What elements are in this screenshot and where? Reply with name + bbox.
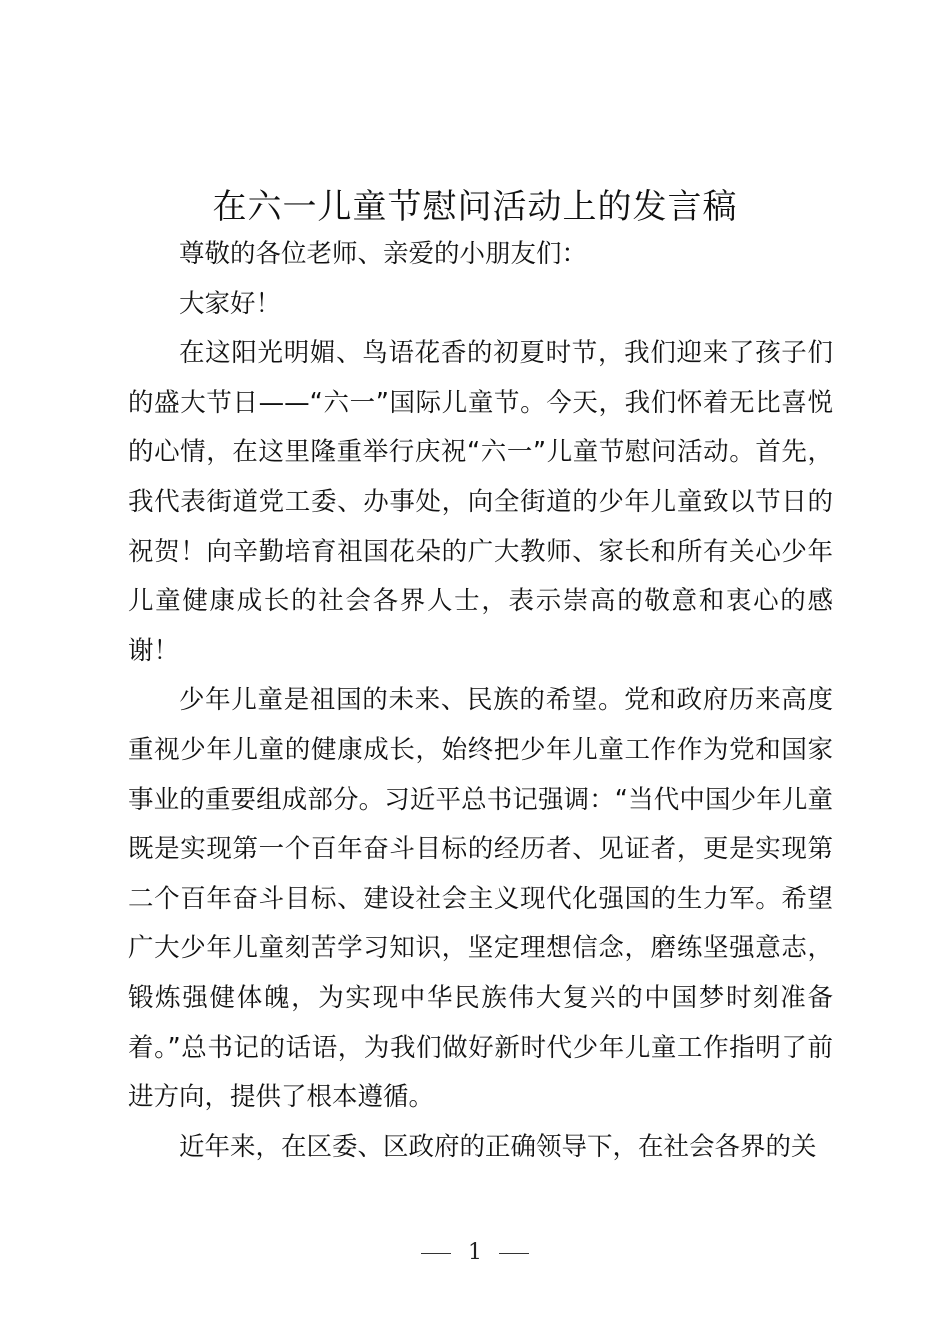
page-number: 1 (468, 1240, 482, 1265)
footer-dash-right (499, 1253, 529, 1254)
page-footer (0, 1238, 950, 1268)
salutation: 尊敬的各位老师、亲爱的小朋友们： (179, 239, 588, 269)
document-title: 在六一儿童节慰问活动上的发言稿 (212, 187, 738, 227)
document-body (128, 230, 833, 1172)
paragraph-2: 少年儿童是祖国的未来、民族的希望。党和政府历来高度重视少年儿童的健康成长，始终把少年儿童工作作为党和国家事业的重要组成部分。习近平总书记强调：“当代中国少年儿童既是实现第一个百年奋斗目标的经历者、见证者，更是实现第二个百年奋斗目标、建设社会主义现代化强国的生力军。希望广大少年儿童刻苦学习知识，坚定理想信念，磨练坚强意志，锻炼强健体魄，为实现中华民族伟大复兴的中国梦时刻准备着。”总书记的话语，为我们做好新时代少年儿童工作指明了前进方向，提供了根本遵循。 (128, 685, 833, 1113)
greeting: 大家好！ (179, 288, 282, 319)
paragraph-1: 在这阳光明媚、鸟语花香的初夏时节，我们迎来了孩子们的盛大节日——“六一”国际儿童节。今天，我们怀着无比喜悦的心情，在这里隆重举行庆祝“六一”儿童节慰问活动。首先，我代表街道党工委、办事处，向全街道的少年儿童致以节日的祝贺！向辛勤培育祖国花朵的广大教师、家长和所有关心少年儿童健康成长的社会各界人士，表示崇高的敬意和衷心的感谢！ (128, 338, 833, 666)
footer-dash-left (421, 1253, 451, 1254)
paragraph-3: 近年来，在区委、区政府的正确领导下，在社会各界的关 (179, 1131, 817, 1162)
